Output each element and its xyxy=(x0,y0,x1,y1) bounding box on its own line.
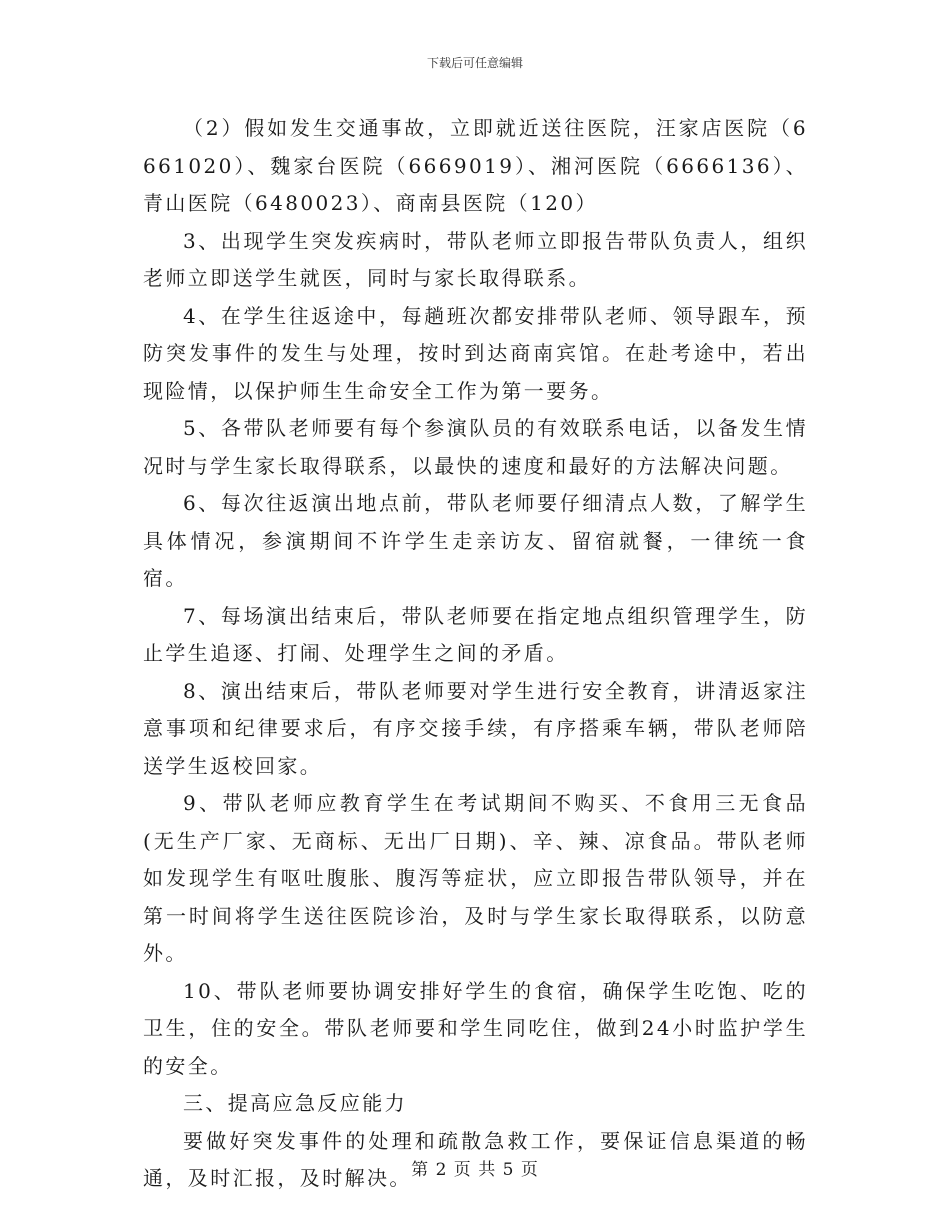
paragraph-traffic-accident: （2）假如发生交通事故，立即就近送往医院，汪家店医院（6661020）、魏家台医院（6669019）、湘河医院（6666136）、青山医院（6480023）、商南县医院（120） xyxy=(143,116,808,215)
document-body xyxy=(143,110,808,1198)
page-header: 下载后可任意编辑 xyxy=(426,56,523,70)
paragraph-item-5: 5、各带队老师要有每个参演队员的有效联系电话，以备发生情况时与学生家长取得联系，以最快的速度和最好的方法解决问题。 xyxy=(143,416,808,478)
paragraph-item-7: 7、每场演出结束后，带队老师要在指定地点组织管理学生，防止学生追逐、打闹、处理学生之间的矛盾。 xyxy=(143,603,808,665)
paragraph-item-3: 3、出现学生突发疾病时，带队老师立即报告带队负责人，组织老师立即送学生就医，同时与家长取得联系。 xyxy=(143,228,808,290)
paragraph-item-8: 8、演出结束后，带队老师要对学生进行安全教育，讲清返家注意事项和纪律要求后，有序交接手续，有序搭乘车辆，带队老师陪送学生返校回家。 xyxy=(143,678,808,778)
page-number: 第 2 页 共 5 页 xyxy=(411,1160,539,1180)
paragraph-item-6: 6、每次往返演出地点前，带队老师要仔细清点人数，了解学生具体情况，参演期间不许学生走亲访友、留宿就餐，一律统一食宿。 xyxy=(143,491,808,590)
paragraph-section-body: 要做好突发事件的处理和疏散急救工作，要保证信息渠道的畅通，及时汇报，及时解决。 xyxy=(143,1128,808,1190)
paragraph-item-9: 9、带队老师应教育学生在考试期间不购买、不食用三无食品(无生产厂家、无商标、无出厂日期)、辛、辣、凉食品。带队老师如发现学生有呕吐腹胀、腹泻等症状，应立即报告带队领导，并在第一时间将学生送往医院诊治，及时与学生家长取得联系，以防意外。 xyxy=(143,791,808,965)
paragraph-item-4: 4、在学生往返途中，每趟班次都安排带队老师、领导跟车，预防突发事件的发生与处理，按时到达商南宾馆。在赴考途中，若出现险情，以保护师生生命安全工作为第一要务。 xyxy=(143,303,808,403)
paragraph-item-10: 10、带队老师要协调安排好学生的食宿，确保学生吃饱、吃的卫生，住的安全。带队老师要和学生同吃住，做到24小时监护学生的安全。 xyxy=(143,978,808,1078)
section-heading: 三、提高应急反应能力 xyxy=(183,1091,407,1115)
